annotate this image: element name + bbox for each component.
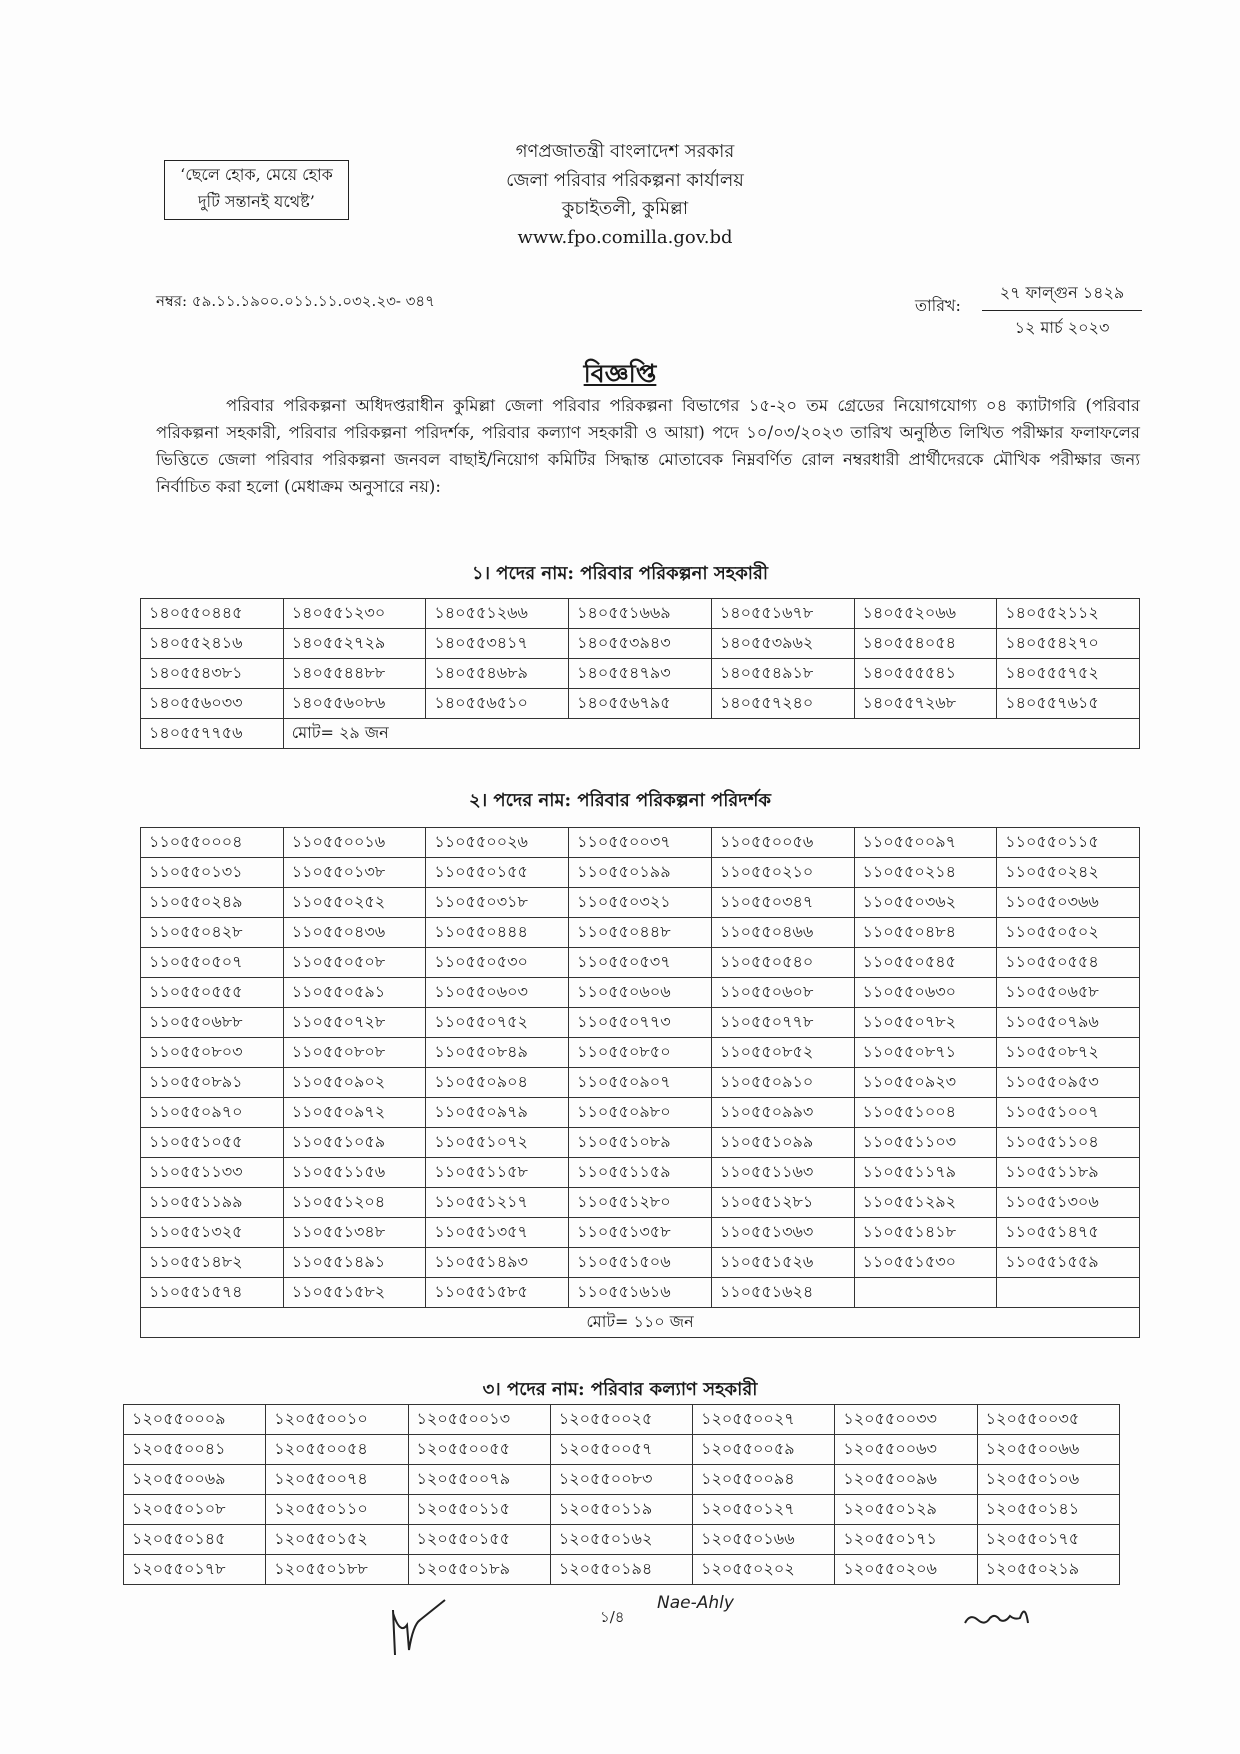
roll-number-cell: ১১০৫৫১০৮৯	[569, 1128, 712, 1158]
roll-number-cell: ১২০৫৫০০৩৫	[977, 1405, 1119, 1435]
roll-number-cell: ১১০৫৫১৫৫৯	[997, 1248, 1140, 1278]
roll-number-cell: ১১০৫৫১১৯৯	[141, 1188, 284, 1218]
roll-number-cell: ১২০৫৫০১০৬	[977, 1465, 1119, 1495]
roll-number-cell: ১১০৫৫০৯০২	[283, 1068, 426, 1098]
roll-number-cell: ১১০৫৫০৫৯১	[283, 978, 426, 1008]
table-row	[124, 1435, 1120, 1465]
roll-number-cell: ১১০৫৫০৯৭৯	[426, 1098, 569, 1128]
table-row	[141, 1128, 1140, 1158]
table-row	[141, 629, 1140, 659]
roll-number-cell: ১২০৫৫০১০৮	[124, 1495, 266, 1525]
roll-number-cell: ১১০৫৫০৫৪০	[711, 948, 854, 978]
roll-number-cell: ১২০৫৫০০৫৪	[266, 1435, 408, 1465]
roll-number-cell: ১১০৫৫১১৮৯	[997, 1158, 1140, 1188]
roll-number-cell: ১১০৫৫০৮০৮	[283, 1038, 426, 1068]
table-row	[124, 1495, 1120, 1525]
roll-number-cell: ১২০৫৫০০৬৩	[835, 1435, 977, 1465]
roll-number-cell: ১১০৫৫১৩০৬	[997, 1188, 1140, 1218]
roll-number-cell: ১২০৫৫০০৪১	[124, 1435, 266, 1465]
roll-number-cell: ১১০৫৫০৮৯১	[141, 1068, 284, 1098]
roll-number-cell: ১৪০৫৫৫৫৪১	[854, 659, 997, 689]
roll-number-cell: ১২০৫৫০১৫২	[266, 1525, 408, 1555]
roll-number-cell: ১১০৫৫০৭৭৮	[711, 1008, 854, 1038]
roll-number-cell: ১২০৫৫০০৯৬	[835, 1465, 977, 1495]
roll-table-family-planning-assistant	[140, 598, 1140, 749]
roll-number-cell: ১৪০৫৫৭৭৫৬	[141, 719, 284, 749]
motto-line-1: ‘ছেলে হোক, মেয়ে হোক	[180, 165, 333, 184]
roll-number-cell: ১৪০৫৫১২৬৬	[426, 599, 569, 629]
table-row	[141, 918, 1140, 948]
office-name: জেলা পরিবার পরিকল্পনা কার্যালয়	[506, 169, 744, 191]
roll-number-cell: ১১০৫৫০২১০	[711, 858, 854, 888]
roll-number-cell: ১১০৫৫০৬৩০	[854, 978, 997, 1008]
table-row	[141, 948, 1140, 978]
roll-number-cell: ১৪০৫৫১৬৭৮	[711, 599, 854, 629]
roll-number-cell: ১২০৫৫০০২৫	[550, 1405, 692, 1435]
roll-number-cell: ১১০৫৫০৭২৮	[283, 1008, 426, 1038]
roll-number-cell: ১১০৫৫১৬২৪	[711, 1278, 854, 1308]
roll-table-family-welfare-assistant	[123, 1404, 1120, 1585]
roll-number-cell: ১১০৫৫০৯০৭	[569, 1068, 712, 1098]
roll-number-cell: ১২০৫৫০০৭৯	[408, 1465, 550, 1495]
roll-number-cell: ১৪০৫৫৪০৫৪	[854, 629, 997, 659]
table-row	[141, 828, 1140, 858]
roll-number-cell: ১১০৫৫১০৭২	[426, 1128, 569, 1158]
roll-number-cell: ১২০৫৫০০৩৩	[835, 1405, 977, 1435]
roll-number-cell: ১২০৫৫০০১৩	[408, 1405, 550, 1435]
roll-number-cell: ১১০৫৫০৯০৪	[426, 1068, 569, 1098]
roll-number-cell: ১২০৫৫০১৪১	[977, 1495, 1119, 1525]
roll-number-cell: ১১০৫৫১২৮১	[711, 1188, 854, 1218]
roll-number-cell: ১১০৫৫০৯৫৩	[997, 1068, 1140, 1098]
roll-number-cell: ১৪০৫৫৭২৬৮	[854, 689, 997, 719]
roll-number-cell: ১১০৫৫০৯১০	[711, 1068, 854, 1098]
roll-number-cell: ১১০৫৫০৬৫৮	[997, 978, 1140, 1008]
total-count: মোট= ১১০ জন	[141, 1308, 1140, 1338]
roll-number-cell: ১১০৫৫১২০৪	[283, 1188, 426, 1218]
roll-number-cell: ১১০৫৫০৪৩৬	[283, 918, 426, 948]
roll-number-cell: ১২০৫৫০১৬৬	[693, 1525, 835, 1555]
roll-number-cell: ১১০৫৫১২১৭	[426, 1188, 569, 1218]
signature-1	[385, 1595, 465, 1665]
roll-number-cell: ১৪০৫৫০৪৪৫	[141, 599, 284, 629]
roll-number-cell: ১৪০৫৫৭৬১৫	[997, 689, 1140, 719]
government-name: গণপ্রজাতন্ত্রী বাংলাদেশ সরকার	[515, 141, 735, 162]
roll-number-cell: ১১০৫৫০৪৪৪	[426, 918, 569, 948]
roll-number-cell: ১২০৫৫০১৪৫	[124, 1525, 266, 1555]
roll-number-cell: ১১০৫৫০৫০৭	[141, 948, 284, 978]
roll-number-cell: ১১০৫৫১১৫৯	[569, 1158, 712, 1188]
roll-number-cell: ১২০৫৫০০৭৪	[266, 1465, 408, 1495]
roll-number-cell: ১২০৫৫০০১০	[266, 1405, 408, 1435]
roll-number-cell: ১১০৫৫১৩২৫	[141, 1218, 284, 1248]
motto-box	[164, 160, 349, 220]
roll-number-cell: ১১০৫৫১৬১৬	[569, 1278, 712, 1308]
roll-number-cell: ১১০৫৫১৫২৬	[711, 1248, 854, 1278]
roll-number-cell: ১১০৫৫০৭৫২	[426, 1008, 569, 1038]
roll-number-cell: ১১০৫৫০৬০৩	[426, 978, 569, 1008]
roll-number-cell: ১১০৫৫১৫৮২	[283, 1278, 426, 1308]
roll-number-cell: ১১০৫৫১৩৪৮	[283, 1218, 426, 1248]
roll-number-cell: ১৪০৫৫৪৩৮১	[141, 659, 284, 689]
roll-number-cell: ১৪০৫৫৪৯১৮	[711, 659, 854, 689]
motto-line-2: দুটি সন্তানই যথেষ্ট’	[198, 192, 315, 211]
roll-number-cell: ১৪০৫৫২০৬৬	[854, 599, 997, 629]
roll-number-cell: ১৪০৫৫২১১২	[997, 599, 1140, 629]
roll-number-cell: ১৪০৫৫৫৭৫২	[997, 659, 1140, 689]
roll-number-cell: ১১০৫৫০০৯৭	[854, 828, 997, 858]
roll-number-cell: ১২০৫৫০১১৫	[408, 1495, 550, 1525]
roll-number-cell: ১২০৫৫০১১০	[266, 1495, 408, 1525]
roll-number-cell: ১১০৫৫০৪৬৬	[711, 918, 854, 948]
roll-number-cell: ১১০৫৫১০০৪	[854, 1098, 997, 1128]
table-row	[141, 978, 1140, 1008]
roll-number-cell: ১৪০৫৫৪২৭০	[997, 629, 1140, 659]
table-row	[141, 1188, 1140, 1218]
roll-number-cell: ১১০৫৫০৫৩০	[426, 948, 569, 978]
roll-number-cell: ১১০৫৫০১১৫	[997, 828, 1140, 858]
roll-number-cell: ১৪০৫৫১৬৬৯	[569, 599, 712, 629]
roll-number-cell: ১১০৫৫০৯৯৩	[711, 1098, 854, 1128]
roll-table-family-planning-inspector	[140, 827, 1140, 1338]
roll-number-cell: ১১০৫৫১১৬৩	[711, 1158, 854, 1188]
roll-number-cell: ১১০৫৫০৯৮০	[569, 1098, 712, 1128]
roll-number-cell: ১১০৫৫০৮৫২	[711, 1038, 854, 1068]
roll-number-cell: ১১০৫৫১০৯৯	[711, 1128, 854, 1158]
roll-number-cell: ১৪০৫৫৬৭৯৫	[569, 689, 712, 719]
roll-number-cell: ১১০৫৫০৬৮৮	[141, 1008, 284, 1038]
svg-text:Nae-Ahly: Nae-Ahly	[657, 1593, 734, 1613]
roll-number-cell: ১১০৫৫১১০৩	[854, 1128, 997, 1158]
roll-number-cell: ১১০৫৫১১৩৩	[141, 1158, 284, 1188]
roll-number-cell: ১১০৫৫১১৫৮	[426, 1158, 569, 1188]
roll-number-cell: ১১০৫৫১৫৭৪	[141, 1278, 284, 1308]
roll-number-cell: ১২০৫৫০১৭৫	[977, 1525, 1119, 1555]
roll-number-cell: ১১০৫৫০৮০৩	[141, 1038, 284, 1068]
table-row	[124, 1465, 1120, 1495]
roll-number-cell: ১১০৫৫০৯৭২	[283, 1098, 426, 1128]
roll-number-cell: ১১০৫৫১৫৩০	[854, 1248, 997, 1278]
roll-number-cell: ১১০৫৫১১৭৯	[854, 1158, 997, 1188]
total-row	[141, 1308, 1140, 1338]
roll-number-cell: ১৪০৫৫৬৫১০	[426, 689, 569, 719]
empty-cell	[854, 1278, 997, 1308]
roll-number-cell: ১১০৫৫০৩৬৬	[997, 888, 1140, 918]
roll-number-cell: ১১০৫৫০৪৪৮	[569, 918, 712, 948]
roll-number-cell: ১২০৫৫০০২৭	[693, 1405, 835, 1435]
roll-number-cell: ১১০৫৫০৩৬২	[854, 888, 997, 918]
roll-number-cell: ১১০৫৫০৩৪৭	[711, 888, 854, 918]
roll-number-cell: ১১০৫৫১১৫৬	[283, 1158, 426, 1188]
roll-number-cell: ১১০৫৫০৭৯৬	[997, 1008, 1140, 1038]
roll-number-cell: ১১০৫৫০৫০২	[997, 918, 1140, 948]
roll-number-cell: ১১০৫৫০২৫২	[283, 888, 426, 918]
roll-number-cell: ১১০৫৫১৩৫৮	[569, 1218, 712, 1248]
roll-number-cell: ১২০৫৫০১৯৪	[550, 1555, 692, 1585]
roll-number-cell: ১১০৫৫০৫৫৪	[997, 948, 1140, 978]
roll-number-cell: ১১০৫৫০৮৪৯	[426, 1038, 569, 1068]
roll-number-cell: ১৪০৫৫৩৪১৭	[426, 629, 569, 659]
roll-number-cell: ১২০৫৫০১৭৮	[124, 1555, 266, 1585]
roll-number-cell: ১২০৫৫০১২৭	[693, 1495, 835, 1525]
signature-3	[960, 1598, 1060, 1638]
roll-number-cell: ১২০৫৫০১৫৫	[408, 1525, 550, 1555]
roll-number-cell: ১১০৫৫০৩২১	[569, 888, 712, 918]
notice-body: পরিবার পরিকল্পনা অধিদপ্তরাধীন কুমিল্লা জেলা পরিবার পরিকল্পনা বিভাগের ১৫-২০ তম গ্রেডের নিয়োগযোগ্য ০৪ ক্যাটাগরি (পরিবার পরিকল্পনা সহকারী, পরিবার পরিকল্পনা পরিদর্শক, পরিবার কল্যাণ সহকারী ও আয়া) পদে ১০/০৩/২০২৩ তারিখ অনুষ্ঠিত লিখিত পরীক্ষার ফলাফলের ভিত্তিতে জেলা পরিবার পরিকল্পনা জনবল বাছাই/নিয়োগ কমিটির সিদ্ধান্ত মোতাবেক নিম্নবর্ণিত রোল নম্বরধারী প্রার্থীদেরকে মৌখিক পরীক্ষার জন্য নির্বাচিত করা হলো (মেধাক্রম অনুসারে নয়):	[156, 396, 1140, 496]
roll-number-cell: ১২০৫৫০০৫৯	[693, 1435, 835, 1465]
roll-number-cell: ১২০৫৫০২০৬	[835, 1555, 977, 1585]
roll-number-cell: ১১০৫৫০২৪৯	[141, 888, 284, 918]
roll-number-cell: ১১০৫৫০৫৫৫	[141, 978, 284, 1008]
total-count: মোট= ২৯ জন	[283, 719, 1139, 749]
roll-number-cell: ১৪০৫৫৭২৪০	[711, 689, 854, 719]
roll-number-cell: ১১০৫৫১২৮০	[569, 1188, 712, 1218]
roll-number-cell: ১১০৫৫১৩৬৩	[711, 1218, 854, 1248]
roll-number-cell: ১২০৫৫০০৫৫	[408, 1435, 550, 1465]
roll-number-cell: ১২০৫৫০০৮৩	[550, 1465, 692, 1495]
table-row	[141, 1278, 1140, 1308]
roll-number-cell: ১১০৫৫০০২৬	[426, 828, 569, 858]
roll-number-cell: ১১০৫৫০৮৭২	[997, 1038, 1140, 1068]
roll-number-cell: ১৪০৫৫৩৯৬২	[711, 629, 854, 659]
roll-number-cell: ১১০৫৫১৫৮৫	[426, 1278, 569, 1308]
table-row	[141, 1068, 1140, 1098]
table-row	[141, 1098, 1140, 1128]
roll-number-cell: ১২০৫৫০২০২	[693, 1555, 835, 1585]
page-number: ১/৪	[600, 1608, 625, 1626]
roll-number-cell: ১১০৫৫০৬০৮	[711, 978, 854, 1008]
roll-number-cell: ১১০৫৫০৭৭৩	[569, 1008, 712, 1038]
roll-number-cell: ১১০৫৫১৪১৮	[854, 1218, 997, 1248]
empty-cell	[997, 1278, 1140, 1308]
roll-number-cell: ১১০৫৫০১৩১	[141, 858, 284, 888]
roll-number-cell: ১১০৫৫০৮৭১	[854, 1038, 997, 1068]
roll-number-cell: ১১০৫৫০২৪২	[997, 858, 1140, 888]
table-row	[124, 1405, 1120, 1435]
roll-number-cell: ১১০৫৫১০৫৫	[141, 1128, 284, 1158]
table-row	[141, 689, 1140, 719]
roll-number-cell: ১১০৫৫০১৫৫	[426, 858, 569, 888]
roll-number-cell: ১২০৫৫০১৮৯	[408, 1555, 550, 1585]
date-bangla: ২৭ ফাল্গুন ১৪২৯	[982, 280, 1142, 311]
roll-number-cell: ১৪০৫৫২৭২৯	[283, 629, 426, 659]
roll-number-cell: ১১০৫৫০৫০৮	[283, 948, 426, 978]
roll-number-cell: ১১০৫৫০১৯৯	[569, 858, 712, 888]
roll-number-cell: ১২০৫৫০০৫৭	[550, 1435, 692, 1465]
roll-number-cell: ১২০৫৫০১৬২	[550, 1525, 692, 1555]
date-english: ১২ মার্চ ২০২৩	[1014, 318, 1110, 337]
table-row	[141, 719, 1140, 749]
roll-number-cell: ১৪০৫৫৬০৮৬	[283, 689, 426, 719]
table-row	[141, 1158, 1140, 1188]
roll-number-cell: ১১০৫৫১৩৫৭	[426, 1218, 569, 1248]
roll-number-cell: ১১০৫৫১৪৯১	[283, 1248, 426, 1278]
roll-number-cell: ১১০৫৫০৪২৮	[141, 918, 284, 948]
table-row	[141, 659, 1140, 689]
roll-number-cell: ১২০৫৫০১১৯	[550, 1495, 692, 1525]
roll-number-cell: ১১০৫৫১০৫৯	[283, 1128, 426, 1158]
table-row	[124, 1525, 1120, 1555]
table-row	[141, 888, 1140, 918]
roll-number-cell: ১২০৫৫০০৯৪	[693, 1465, 835, 1495]
roll-number-cell: ১২০৫৫০০০৯	[124, 1405, 266, 1435]
table-row	[141, 858, 1140, 888]
table-row	[141, 1218, 1140, 1248]
roll-number-cell: ১২০৫৫০০৬৬	[977, 1435, 1119, 1465]
roll-number-cell: ১৪০৫৫৩৯৪৩	[569, 629, 712, 659]
roll-number-cell: ১৪০৫৫২৪১৬	[141, 629, 284, 659]
roll-number-cell: ১৪০৫৫১২৩০	[283, 599, 426, 629]
notice-title: বিজ্ঞপ্তি	[583, 359, 657, 388]
office-address: কুচাইতলী, কুমিল্লা	[561, 198, 689, 219]
table-row	[141, 1008, 1140, 1038]
roll-number-cell: ১১০৫৫১৪৭৫	[997, 1218, 1140, 1248]
roll-number-cell: ১১০৫৫০১৩৮	[283, 858, 426, 888]
office-website: www.fpo.comilla.gov.bd	[517, 226, 733, 248]
roll-number-cell: ১৪০৫৫৪৭৯৩	[569, 659, 712, 689]
roll-number-cell: ১২০৫৫০১৮৮	[266, 1555, 408, 1585]
table-row	[141, 1038, 1140, 1068]
section-3-heading: ৩। পদের নাম: পরিবার কল্যাণ সহকারী	[482, 1379, 758, 1400]
roll-number-cell: ১১০৫৫১১০৪	[997, 1128, 1140, 1158]
roll-number-cell: ১১০৫৫০৭৮২	[854, 1008, 997, 1038]
roll-number-cell: ১২০৫৫০০৬৯	[124, 1465, 266, 1495]
section-2-heading: ২। পদের নাম: পরিবার পরিকল্পনা পরিদর্শক	[469, 790, 771, 811]
roll-number-cell: ১১০৫৫০৯২৩	[854, 1068, 997, 1098]
roll-number-cell: ১৪০৫৫৬০৩৩	[141, 689, 284, 719]
section-1-heading: ১। পদের নাম: পরিবার পরিকল্পনা সহকারী	[471, 563, 769, 584]
roll-number-cell: ১১০৫৫০৬০৬	[569, 978, 712, 1008]
roll-number-cell: ১১০৫৫১০০৭	[997, 1098, 1140, 1128]
roll-number-cell: ১১০৫৫০২১৪	[854, 858, 997, 888]
signature-2	[655, 1588, 805, 1628]
roll-number-cell: ১১০৫৫১৫০৬	[569, 1248, 712, 1278]
roll-number-cell: ১১০৫৫১৪৮২	[141, 1248, 284, 1278]
roll-number-cell: ১১০৫৫০৯৭০	[141, 1098, 284, 1128]
table-row	[141, 1248, 1140, 1278]
roll-number-cell: ১৪০৫৫৪৪৮৮	[283, 659, 426, 689]
date-block	[982, 280, 1142, 342]
memo-number: নম্বর: ৫৯.১১.১৯০০.০১১.১১.০৩২.২৩- ৩৪৭	[156, 292, 435, 310]
table-row	[124, 1555, 1120, 1585]
roll-number-cell: ১১০৫৫০৪৮৪	[854, 918, 997, 948]
roll-number-cell: ১১০৫৫০৫৪৫	[854, 948, 997, 978]
roll-number-cell: ১১০৫৫১২৯২	[854, 1188, 997, 1218]
roll-number-cell: ১১০৫৫০০৩৭	[569, 828, 712, 858]
roll-number-cell: ১১০৫৫০০১৬	[283, 828, 426, 858]
roll-number-cell: ১২০৫৫০২১৯	[977, 1555, 1119, 1585]
roll-number-cell: ১১০৫৫০০৫৬	[711, 828, 854, 858]
roll-number-cell: ১১০৫৫০৫৩৭	[569, 948, 712, 978]
table-row	[141, 599, 1140, 629]
roll-number-cell: ১১০৫৫০৮৫০	[569, 1038, 712, 1068]
roll-number-cell: ১১০৫৫০০০৪	[141, 828, 284, 858]
roll-number-cell: ১২০৫৫০১২৯	[835, 1495, 977, 1525]
letterhead	[430, 138, 820, 252]
roll-number-cell: ১৪০৫৫৪৬৮৯	[426, 659, 569, 689]
date-label: তারিখ:	[915, 296, 961, 315]
roll-number-cell: ১১০৫৫০৩১৮	[426, 888, 569, 918]
roll-number-cell: ১১০৫৫১৪৯৩	[426, 1248, 569, 1278]
roll-number-cell: ১২০৫৫০১৭১	[835, 1525, 977, 1555]
